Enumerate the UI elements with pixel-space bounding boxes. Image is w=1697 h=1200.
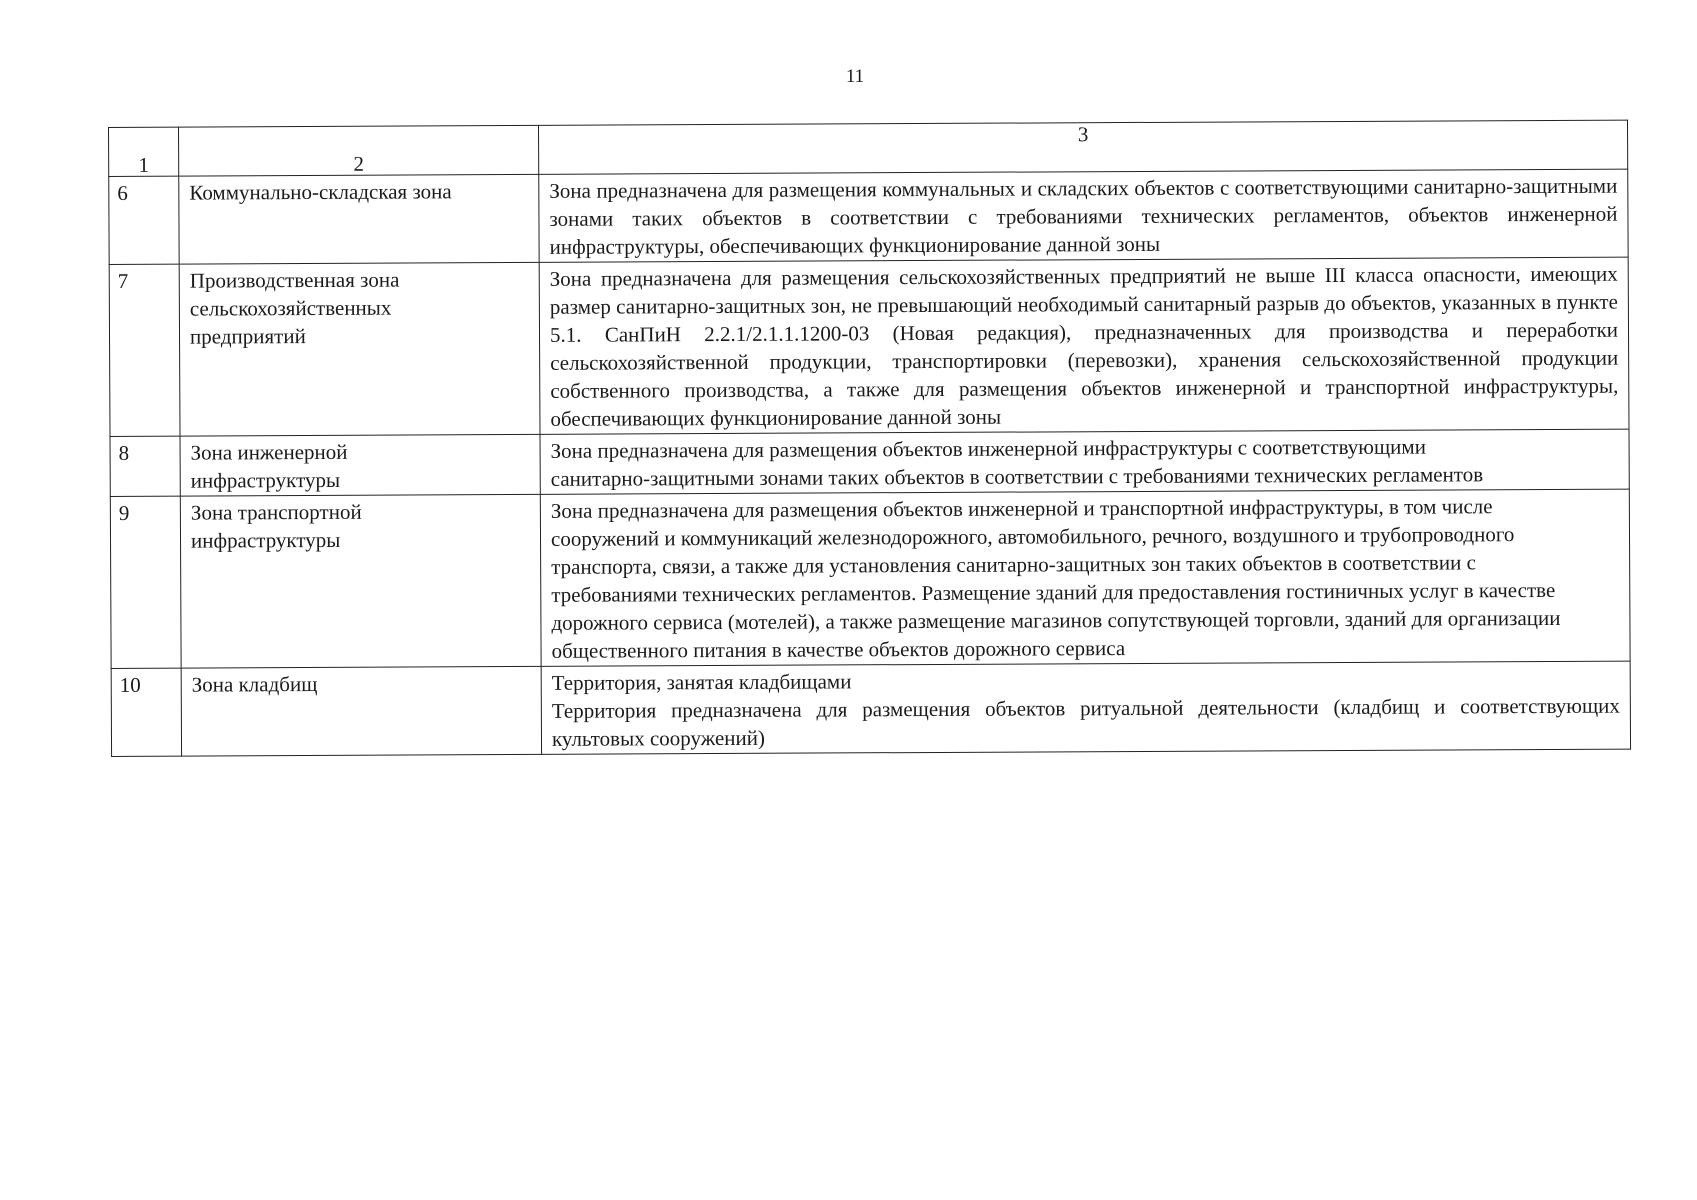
zone-name: Коммунально-складская зона [179,174,539,264]
zone-name: Зона транспортной инфраструктуры [180,494,541,668]
table-header-row [109,120,1628,176]
row-number: 6 [109,176,179,264]
zone-name: Производственная зона сельскохозяйственных предприятий [179,262,540,436]
zone-description: Зона предназначена для размещения коммунальных и складских объектов с соответствующими санитарно-защитными зонами таких объектов в соответствии с требованиями технических регламентов, объектов инженерной инфраструктуры, обеспечивающих функционирование данной зоны [539,169,1628,262]
table-row [110,429,1629,496]
header-col-1: 1 [109,127,179,176]
zone-description-line: Территория, занятая кладбищами [551,669,852,695]
table-row [109,257,1629,436]
zone-description: Зона предназначена для размещения объектов инженерной и транспортной инфраструктуры, в том числе сооружений и коммуникаций железнодорожного, автомобильного, речного, воздушного и трубопроводного транспорта, связи, а также для установления санитарно-защитных зон таких объектов в соответствии с требованиями технических регламентов. Размещение зданий для предоставления гостиничных услуг в качестве дорожного сервиса (мотелей), а также размещение магазинов сопутствующей торговли, зданий для организации общественного питания в качестве объектов дорожного сервиса [540,489,1630,666]
table-row [111,661,1630,756]
row-number: 10 [111,668,181,756]
table-row [109,169,1628,264]
zone-name: Зона кладбищ [181,666,541,756]
row-number: 8 [110,436,180,496]
zone-description: Зона предназначена для размещения сельскохозяйственных предприятий не выше III класса опасности, имеющих размер санитарно-защитных зон, не превышающий необходимый санитарный разрыв до объектов, указанных в пункте 5.1. СанПиН 2.2.1/2.1.1.1200-03 (Новая редакция), предназначенных для производства и переработки сельскохозяйственной продукции, транспортировки (перевозки), хранения сельскохозяйственной продукции собственного производства, а также для размещения объектов инженерной и транспортной инфраструктуры, обеспечивающих функционирование данной зоны [539,257,1629,434]
table-row [110,489,1630,668]
header-col-3: 3 [538,120,1627,174]
zone-description [541,661,1630,754]
zones-table [108,120,1631,757]
zone-name: Зона инженерной инфраструктуры [180,434,540,496]
page-number: 11 [845,66,865,87]
row-number: 9 [110,496,181,668]
row-number: 7 [109,264,180,436]
header-col-2: 2 [179,125,539,176]
zone-description-line: Территория предназначена для размещения объектов ритуальной деятельности (кладбищ и соответствующих культовых сооружений) [551,693,1620,751]
zone-description: Зона предназначена для размещения объектов инженерной инфраструктуры с соответствующими санитарно-защитными зонами таких объектов в соответствии с требованиями технических регламентов [540,429,1629,494]
